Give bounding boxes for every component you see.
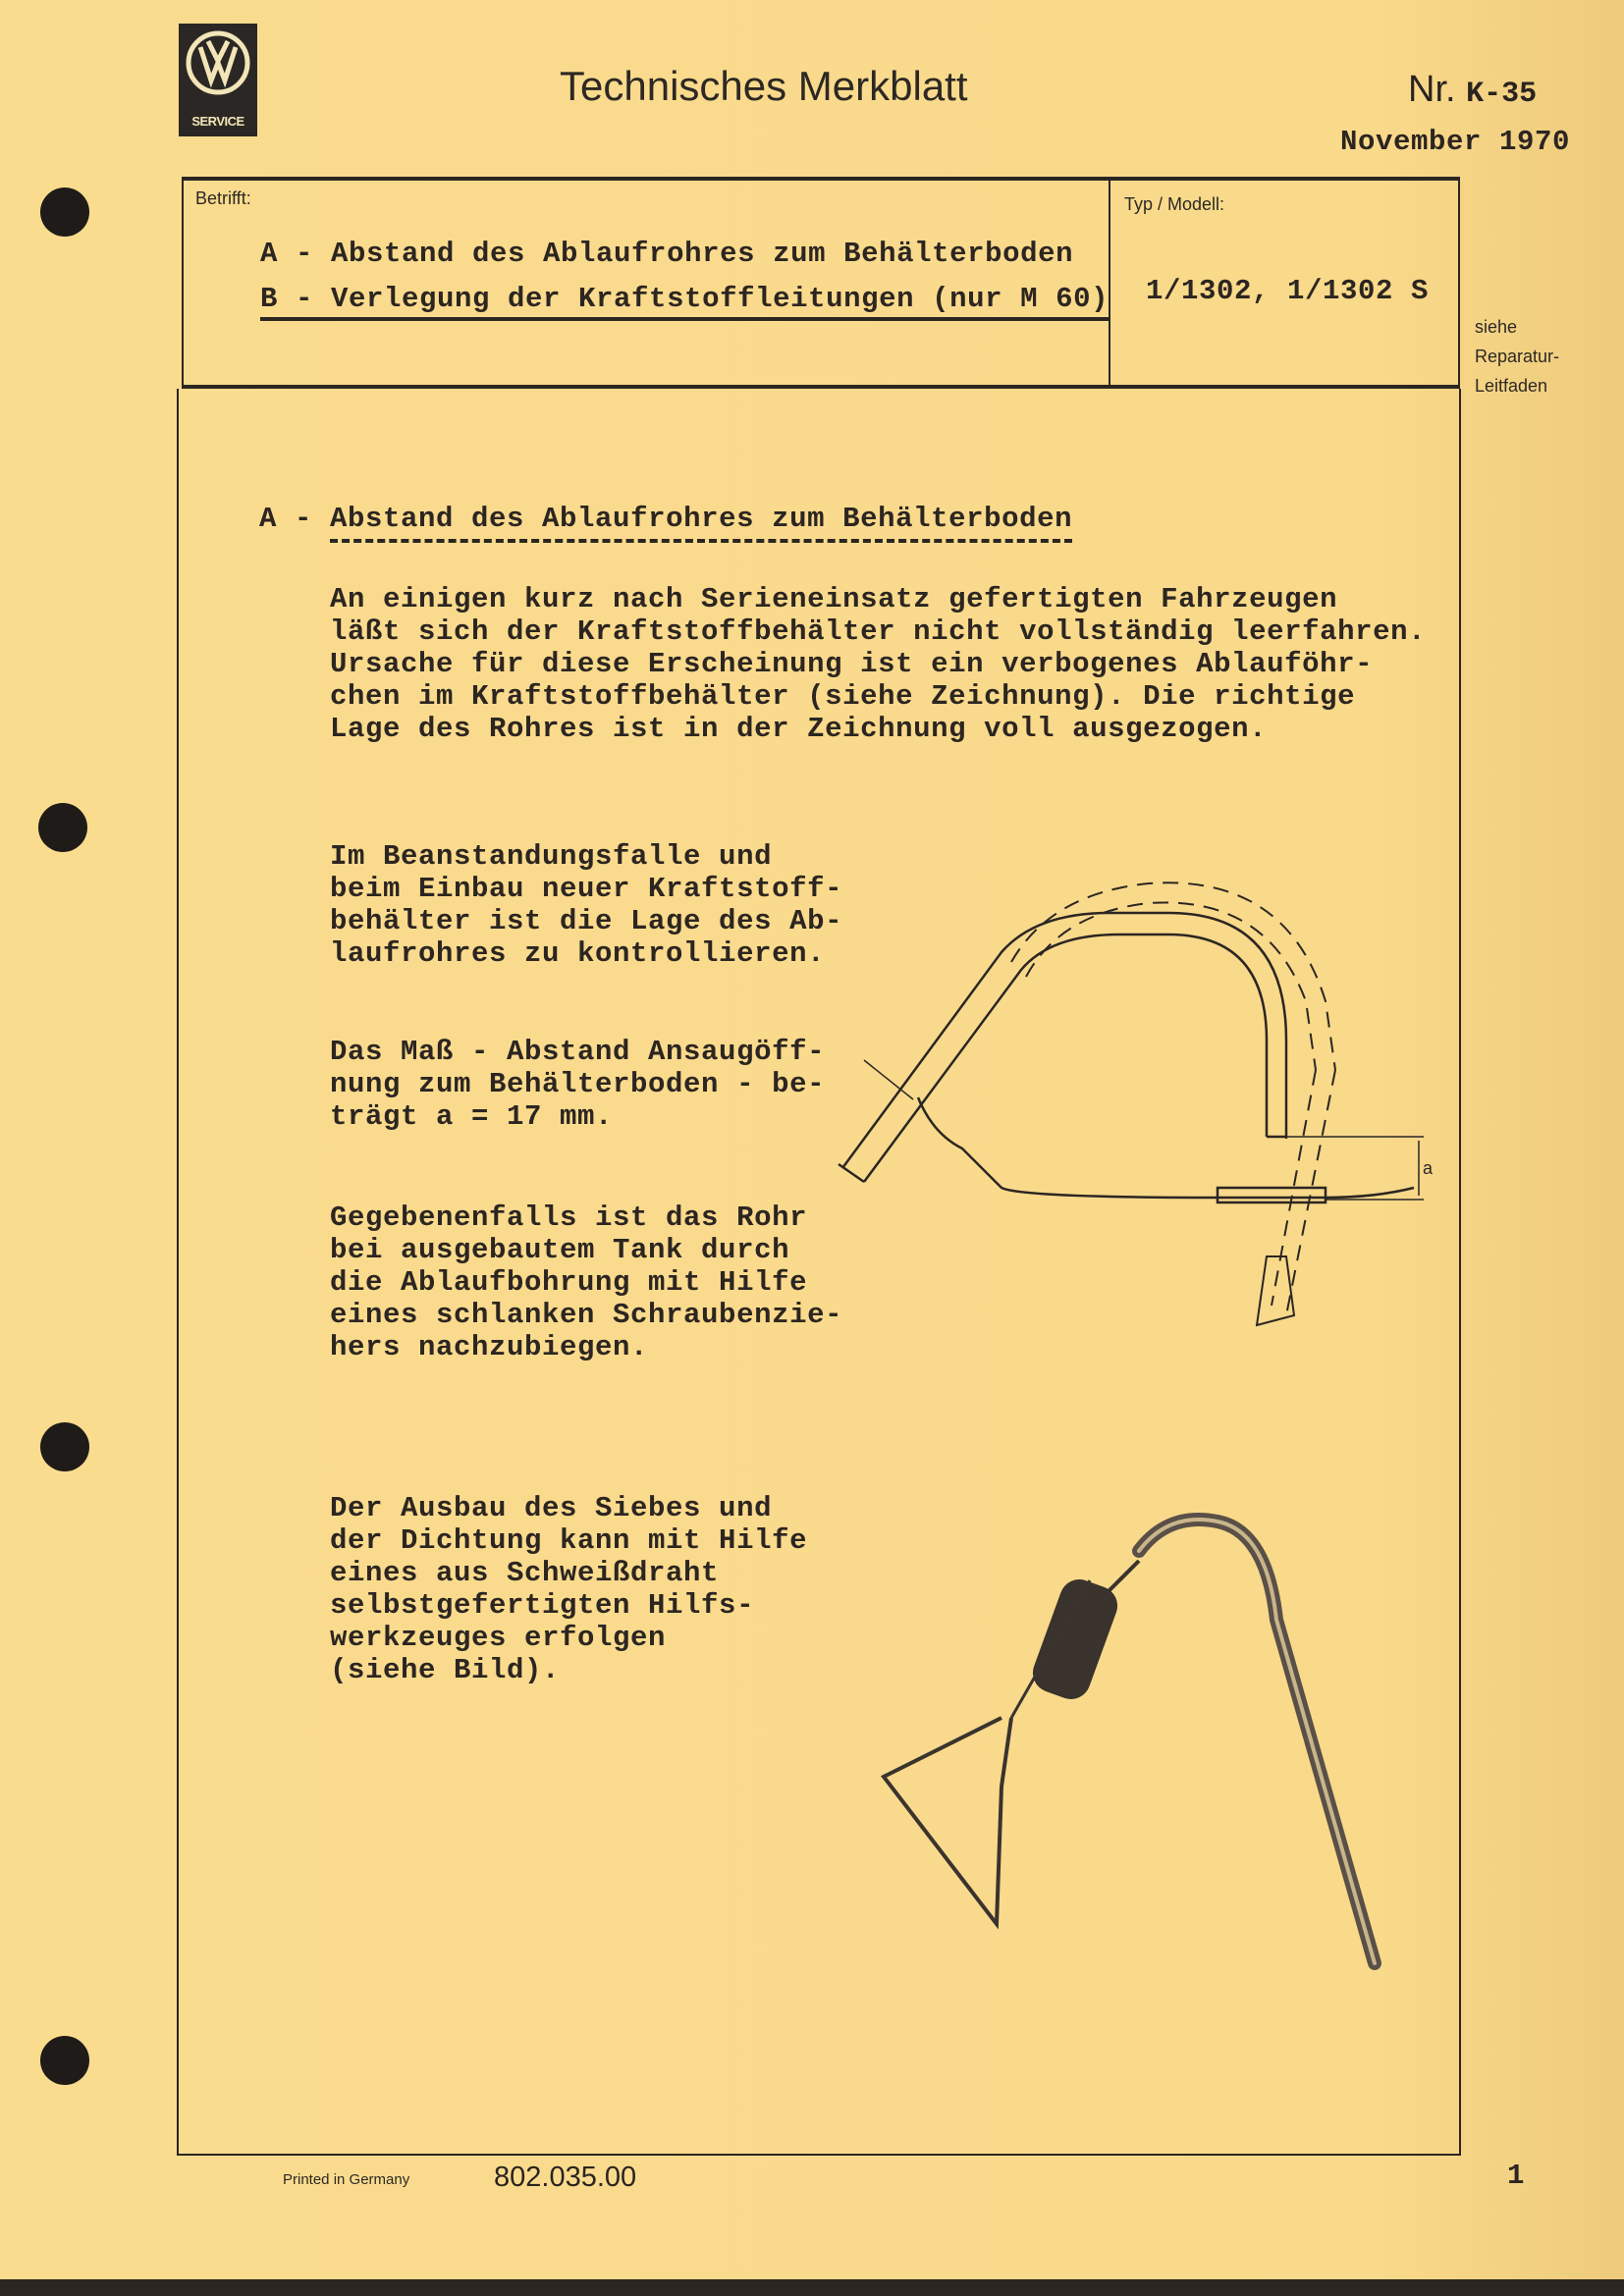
- pipe-drawing: [825, 854, 1453, 1345]
- side-note-line: Leitfaden: [1475, 376, 1548, 396]
- logo-text: SERVICE: [191, 114, 244, 129]
- side-note-line: Reparatur-: [1475, 347, 1560, 366]
- number-value: K-35: [1466, 78, 1538, 111]
- side-note: [1475, 312, 1559, 400]
- punch-hole: [40, 187, 89, 237]
- page-number: 1: [1507, 2160, 1526, 2192]
- bend-paragraph: Gegebenenfalls ist das Rohr bei ausgebautem Tank durch die Ablaufbohrung mit Hilfe eines schlanken Schraubenzie- hers nachzubiegen.: [330, 1201, 843, 1363]
- punch-hole: [38, 803, 87, 852]
- footer-code: 802.035.00: [494, 2162, 637, 2193]
- intro-paragraph: An einigen kurz nach Serieneinsatz gefertigten Fahrzeugen läßt sich der Kraftstoffbehälter nicht vollständig leerfahren. Ursache für diese Erscheinung ist ein verbogenes Ablauföhr- chen im Kraftstoffbehälter (siehe Zeichnung). Die richtige Lage des Rohres ist in der Zeichnung voll ausgezogen.: [330, 583, 1427, 745]
- vw-service-logo: [179, 24, 257, 136]
- side-note-line: siehe: [1475, 317, 1518, 337]
- vw-logo-icon: [179, 24, 257, 102]
- section-a-heading: [259, 503, 1072, 535]
- divider: [1109, 181, 1110, 385]
- subject-line-a: A - Abstand des Ablaufrohres zum Behälterboden: [260, 238, 1074, 270]
- dimension-label: a: [1423, 1158, 1434, 1178]
- typ-label: Typ / Modell:: [1124, 194, 1225, 214]
- printed-in-germany: Printed in Germany: [283, 2171, 410, 2188]
- tool-photo: [844, 1502, 1394, 1973]
- document-number: [1408, 69, 1537, 111]
- punch-hole: [40, 1422, 89, 1471]
- measure-paragraph: Das Maß - Abstand Ansaugöff- nung zum Behälterboden - be- trägt a = 17 mm.: [330, 1036, 826, 1133]
- removal-paragraph: Der Ausbau des Siebes und der Dichtung kann mit Hilfe eines aus Schweißdraht selbstgefertigten Hilfs- werkzeuges erfolgen (siehe Bild).: [330, 1492, 808, 1686]
- document-title: Technisches Merkblatt: [560, 63, 968, 109]
- subject-line-b: B - Verlegung der Kraftstoffleitungen (nur M 60): [260, 283, 1109, 321]
- punch-hole: [40, 2036, 89, 2085]
- check-paragraph: Im Beanstandungsfalle und beim Einbau neuer Kraftstoff- behälter ist die Lage des Ab- laufrohres zu kontrollieren.: [330, 840, 843, 970]
- heading-text: Abstand des Ablaufrohres zum Behälterboden: [330, 503, 1072, 543]
- heading-prefix: A -: [259, 503, 331, 535]
- subject-box: [182, 177, 1460, 389]
- document-date: November 1970: [1339, 126, 1570, 158]
- typ-value: 1/1302, 1/1302 S: [1146, 275, 1430, 307]
- betrifft-label: Betrifft:: [195, 188, 251, 208]
- scan-edge: [0, 2279, 1624, 2296]
- number-label: Nr.: [1408, 69, 1456, 110]
